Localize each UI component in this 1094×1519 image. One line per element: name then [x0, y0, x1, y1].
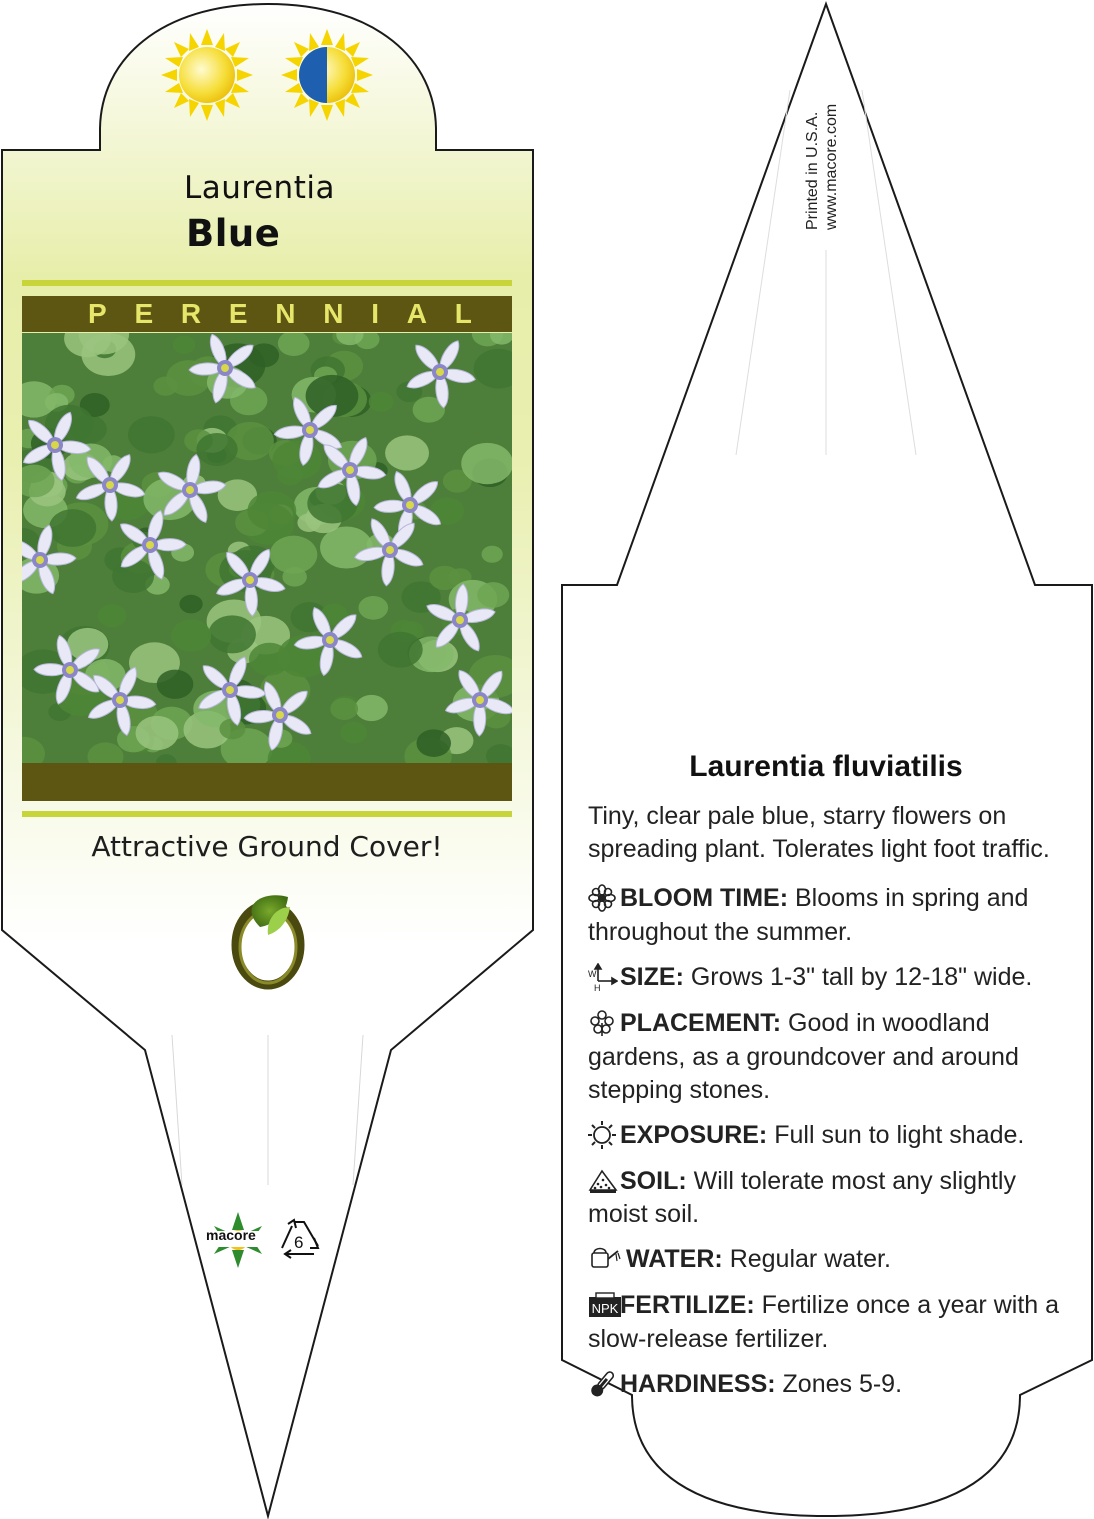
- care-item: [588, 882, 1068, 949]
- flower-icon: [588, 883, 620, 916]
- care-text: Good in woodland gardens, as a groundcover and around stepping stones.: [588, 1008, 1019, 1104]
- category-letter: R: [180, 298, 202, 329]
- category-band: [22, 296, 512, 332]
- photo-leaf: [179, 595, 202, 614]
- printed-location: Printed in U.S.A.: [804, 111, 821, 230]
- care-label: SOIL:: [620, 1166, 687, 1195]
- photo-leaf: [98, 604, 126, 627]
- photo-leaf: [157, 670, 194, 699]
- photo-leaf: [270, 536, 317, 574]
- photo-leaf: [196, 433, 237, 466]
- plant-description: Tiny, clear pale blue, starry flowers on spreading plant. Tolerates light foot traffic.: [588, 802, 1050, 863]
- care-text: Full sun to light shade.: [767, 1120, 1025, 1149]
- care-text: Grows 1-3" tall by 12-18" wide.: [683, 962, 1033, 991]
- care-item: [588, 1243, 1068, 1277]
- tagline: Attractive Ground Cover!: [91, 830, 443, 863]
- photo-leaf: [173, 336, 195, 354]
- care-label: EXPOSURE:: [620, 1120, 768, 1149]
- care-text: Regular water.: [722, 1245, 891, 1274]
- category-letter: A: [406, 298, 428, 329]
- photo-leaf: [429, 566, 460, 590]
- sun-icon: [588, 1120, 620, 1153]
- category-letter: E: [134, 298, 154, 329]
- photo-leaf: [247, 491, 296, 530]
- botanical-name: Laurentia fluviatilis: [689, 750, 963, 783]
- photo-leaf: [320, 526, 373, 568]
- care-list: [588, 882, 1068, 1415]
- brand-name: macore: [206, 1227, 256, 1243]
- photo-leaf: [219, 718, 245, 739]
- photo-leaf: [128, 416, 175, 453]
- care-item: [588, 1368, 1068, 1402]
- care-item: [588, 1289, 1068, 1356]
- part-sun-icon: [281, 29, 373, 121]
- photo-leaf: [355, 695, 388, 721]
- svg-text:NPK: NPK: [591, 1301, 619, 1317]
- plant-variety-title: Blue: [186, 212, 281, 255]
- care-item: [588, 1119, 1068, 1153]
- care-text: Will tolerate most any slightly moist soil.: [588, 1166, 1016, 1229]
- category-letter: N: [275, 298, 296, 329]
- photo-leaf: [482, 546, 503, 563]
- photo-leaf: [340, 722, 367, 743]
- photo-leaf: [330, 698, 358, 720]
- photo-leaf: [208, 615, 256, 653]
- photo-leaf: [171, 620, 211, 652]
- care-text: Fertilize once a year with a slow-release fertilizer.: [588, 1291, 1060, 1354]
- care-item: [588, 961, 1068, 995]
- full-sun-icon: [161, 29, 253, 121]
- category-letter: I: [371, 298, 380, 329]
- photo-leaf: [278, 331, 310, 356]
- website-url: www.macore.com: [823, 103, 840, 230]
- watering-can-icon: [588, 1244, 626, 1277]
- svg-text:H: H: [594, 982, 601, 991]
- soil-icon: [588, 1165, 620, 1198]
- photo-leaf: [385, 435, 429, 470]
- care-label: FERTILIZE:: [620, 1291, 755, 1320]
- care-item: [588, 1165, 1068, 1232]
- lime-rule-bottom: [22, 811, 512, 817]
- category-letter: P: [88, 298, 107, 329]
- photo-leaf: [153, 376, 177, 395]
- photo-leaf: [477, 582, 509, 608]
- care-text: Blooms in spring and throughout the summer.: [588, 884, 1029, 946]
- category-letter: N: [323, 298, 344, 329]
- category-letter: E: [228, 298, 248, 329]
- care-label: PLACEMENT:: [620, 1008, 782, 1037]
- placement-icon: [588, 1008, 620, 1041]
- printed-notice: [803, 50, 841, 230]
- photo-leaf: [273, 440, 322, 479]
- care-text: Zones 5-9.: [775, 1370, 903, 1399]
- photo-leaf: [461, 443, 513, 484]
- size-icon: [588, 962, 620, 995]
- plant-genus-title: Laurentia: [184, 170, 335, 206]
- photo-leaf: [416, 729, 451, 757]
- photo-leaf: [378, 632, 423, 668]
- olive-band-bottom: [22, 763, 512, 801]
- photo-leaf: [49, 509, 96, 547]
- recycle-number: 6: [294, 1233, 304, 1252]
- svg-text:W: W: [588, 968, 597, 979]
- care-label: SIZE:: [620, 962, 684, 991]
- category-letter: L: [454, 298, 472, 329]
- npk-icon: [588, 1290, 620, 1323]
- care-label: HARDINESS:: [620, 1370, 776, 1399]
- plant-photo: [0, 314, 530, 776]
- photo-leaf: [369, 392, 394, 412]
- lime-rule-top: [22, 280, 512, 286]
- photo-leaf: [358, 596, 388, 620]
- care-item: [588, 1007, 1068, 1107]
- photo-leaf: [136, 716, 179, 750]
- thermometer-icon: [588, 1369, 620, 1403]
- care-label: WATER:: [626, 1245, 723, 1274]
- care-label: BLOOM TIME:: [620, 884, 789, 912]
